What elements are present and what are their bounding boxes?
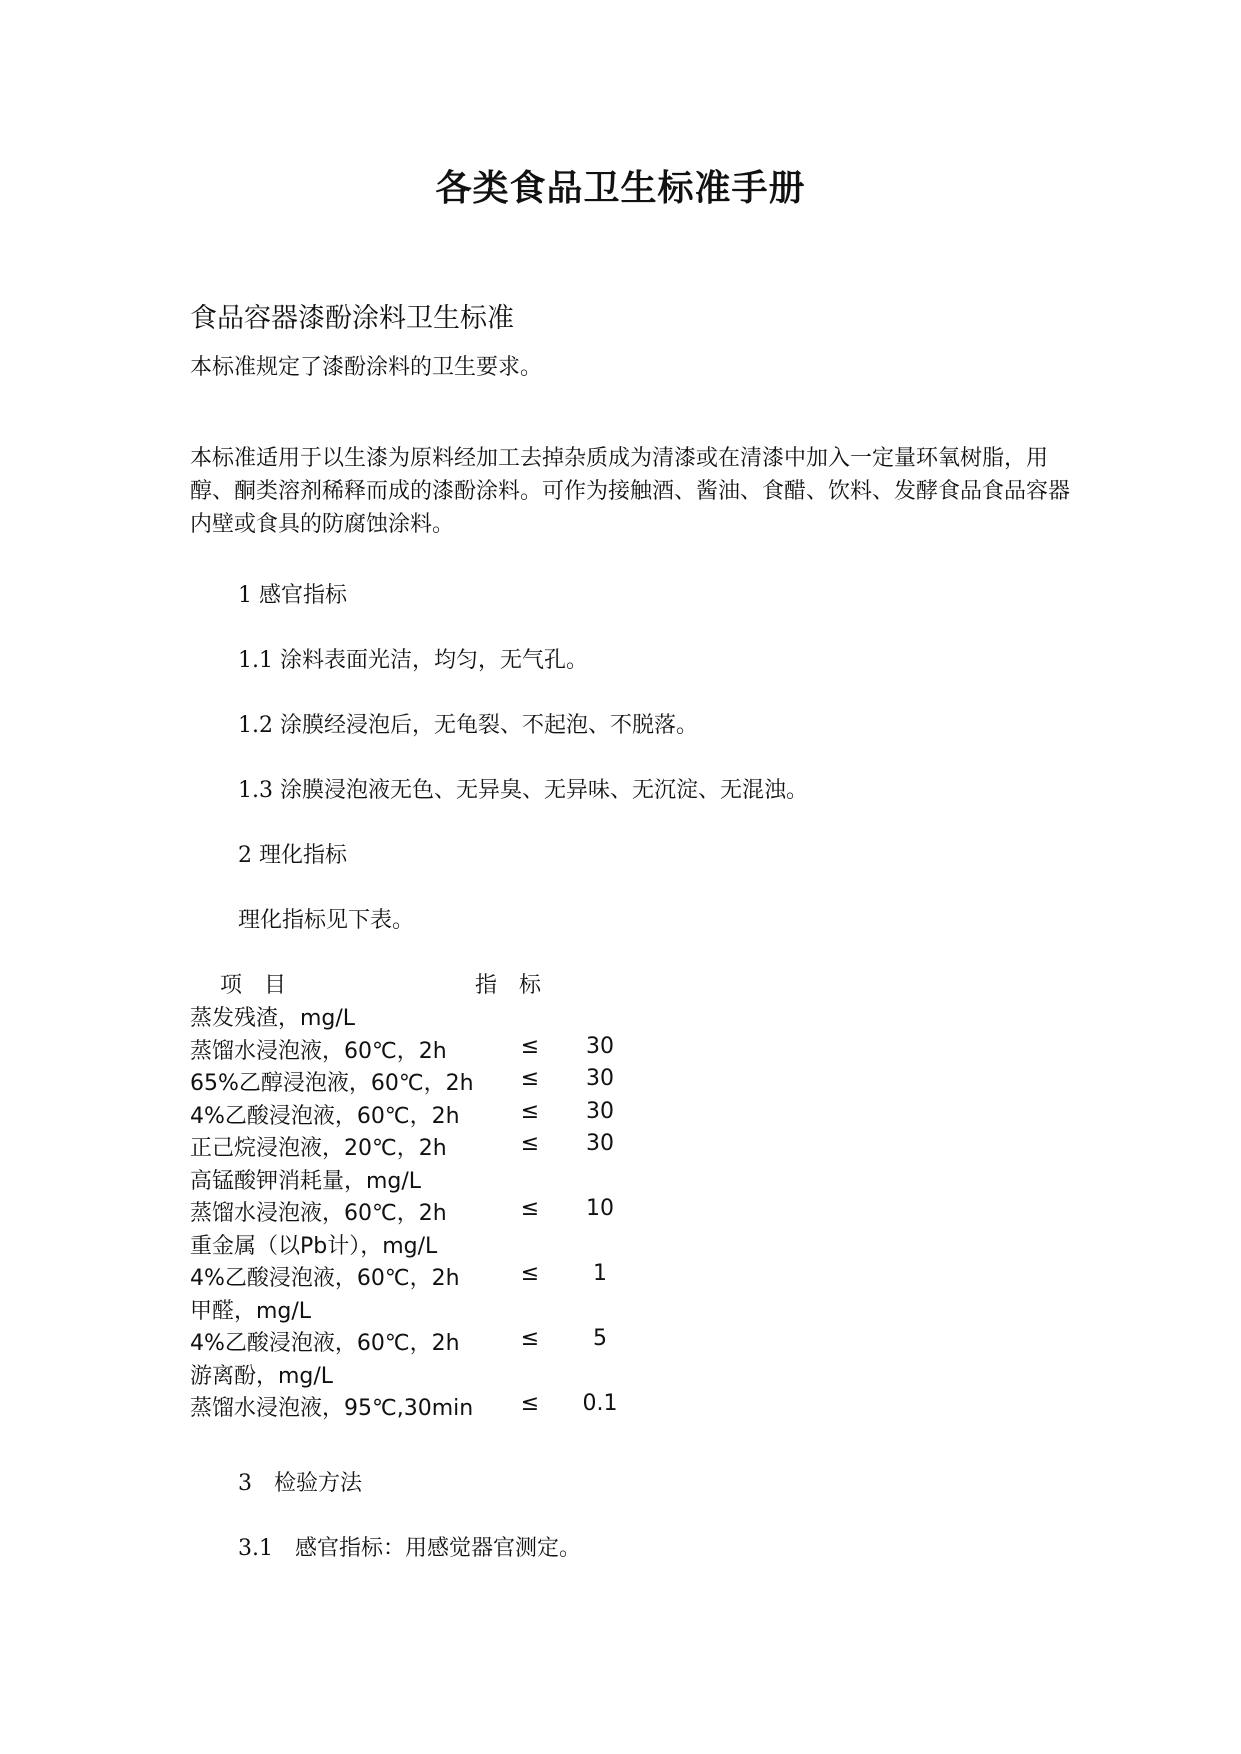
methods-item-3-1: 3.1 感官指标：用感觉器官测定。 [238,1536,581,1561]
table-cell-operator: ≤ [520,1261,540,1286]
table-cell-value: 30 [586,1131,614,1156]
table-cell-operator: ≤ [520,1033,540,1059]
table-cell-item: 重金属（以Pb计），mg/L [190,1233,438,1259]
section-title: 食品容器漆酚涂料卫生标准 [190,303,514,334]
table-cell-operator: ≤ [520,1131,540,1156]
sensory-heading: 1 感官指标 [238,583,347,608]
table-cell-item: 游离酚，mg/L [190,1363,334,1389]
table-cell-item: 65%乙醇浸泡液，60℃，2h [190,1071,474,1096]
table-cell-operator: ≤ [520,1391,540,1416]
table-header-index: 指 标 [475,973,542,998]
table-cell-operator: ≤ [520,1326,540,1351]
sensory-item-1-1: 1.1 涂料表面光洁，均匀，无气孔。 [238,648,588,673]
sensory-item-1-2: 1.2 涂膜经浸泡后，无龟裂、不起泡、不脱落。 [238,713,698,738]
table-cell-item: 高锰酸钾消耗量，mg/L [190,1168,422,1194]
table-cell-operator: ≤ [520,1196,540,1221]
table-cell-value: 30 [586,1033,614,1059]
table-cell-value: 30 [586,1066,614,1091]
table-cell-item: 蒸馏水浸泡液，60℃，2h [190,1201,447,1226]
table-header-item: 项 目 [220,973,287,998]
table-cell-item: 4%乙酸浸泡液，60℃，2h [190,1266,460,1291]
physchem-intro: 理化指标见下表。 [238,908,415,933]
table-cell-value: 5 [593,1326,607,1351]
applicability-paragraph: 本标准适用于以生漆为原料经加工去掉杂质成为清漆或在清漆中加入一定量环氧树脂，用醇、酮类溶剂稀释而成的漆酚涂料。可作为接触酒、酱油、食醋、饮料、发酵食品食品容器内壁或食具的防腐蚀涂料。 [190,446,1071,537]
table-cell-item: 蒸馏水浸泡液，95℃,30min [190,1396,474,1421]
physchem-heading: 2 理化指标 [238,843,347,868]
table-cell-item: 正己烷浸泡液，20℃，2h [190,1136,447,1161]
table-cell-operator: ≤ [520,1066,540,1091]
table-cell-operator: ≤ [520,1098,540,1124]
table-cell-item: 蒸发残渣，mg/L [190,1006,356,1031]
sensory-item-1-3: 1.3 涂膜浸泡液无色、无异臭、无异味、无沉淀、无混浊。 [238,778,808,803]
table-cell-value: 30 [586,1098,614,1124]
table-cell-item: 4%乙酸浸泡液，60℃，2h [190,1103,460,1129]
scope-sentence: 本标准规定了漆酚涂料的卫生要求。 [190,355,543,380]
table-cell-item: 蒸馏水浸泡液，60℃，2h [190,1038,447,1064]
table-cell-value: 0.1 [582,1391,618,1416]
methods-heading: 3 检验方法 [238,1471,362,1496]
table-cell-value: 10 [586,1196,614,1221]
table-cell-item: 甲醛，mg/L [190,1298,312,1324]
document-title: 各类食品卫生标准手册 [435,167,806,209]
table-cell-value: 1 [593,1261,607,1286]
table-cell-item: 4%乙酸浸泡液，60℃，2h [190,1331,460,1356]
